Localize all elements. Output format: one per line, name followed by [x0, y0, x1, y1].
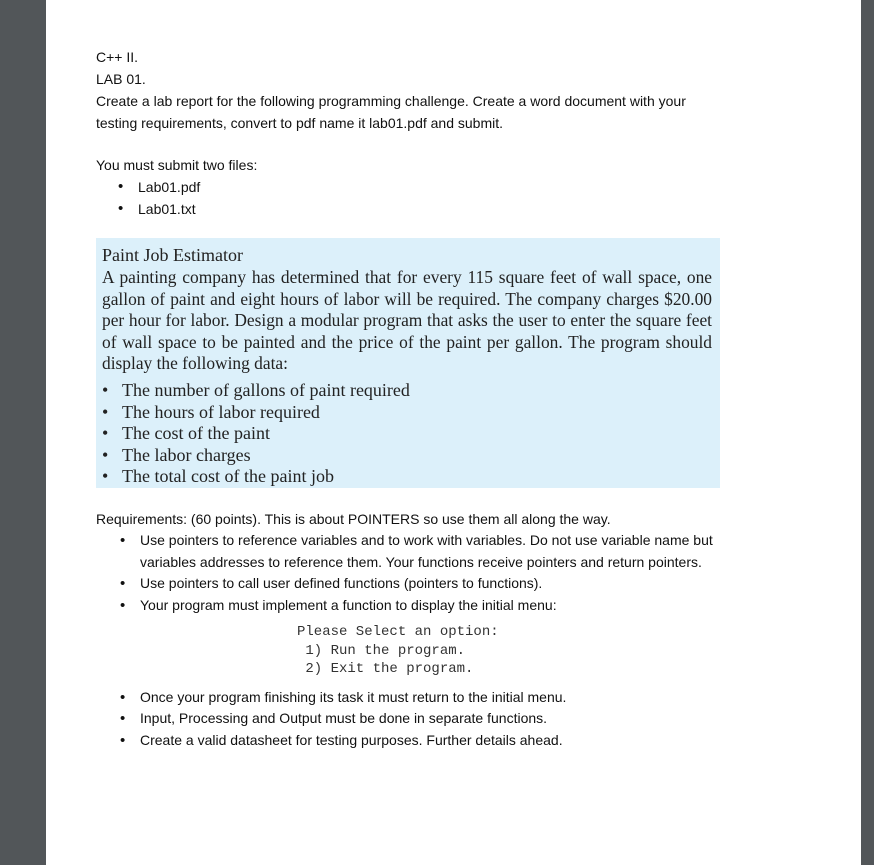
menu-code-block	[297, 623, 726, 679]
requirements-intro: Requirements: (60 points). This is about POINTERS so use them all along the way.	[96, 511, 611, 527]
submission-file-list	[96, 176, 726, 220]
output-item: • The cost of the paint	[102, 423, 702, 445]
requirement-item: • Input, Processing and Output must be done in separate functions.	[116, 708, 726, 730]
file-item: • Lab01.txt	[116, 198, 726, 220]
requirement-item: • Your program must implement a function to display the initial menu:	[116, 595, 726, 617]
requirements-section	[96, 508, 726, 751]
requirement-item: • Use pointers to reference variables and to work with variables. Do not use variable name but variables addresses to reference them. Your functions receive pointers and return pointers.	[116, 530, 726, 573]
challenge-body: A painting company has determined that for every 115 square feet of wall space, one gallon of paint and eight hours of labor will be required. The company charges $20.00 per hour for labor. Design a modular program that asks the user to enter the square feet of wall space to be painted and the price of the paint per gallon. The program should display the following data:	[102, 267, 712, 373]
requirement-item: • Create a valid datasheet for testing purposes. Further details ahead.	[116, 730, 726, 752]
course-title: C++ II.	[96, 49, 139, 65]
output-item: • The labor charges	[102, 445, 702, 467]
menu-line: 1) Run the program.	[297, 642, 466, 659]
requirement-item: • Use pointers to call user defined functions (pointers to functions).	[116, 573, 726, 595]
challenge-title: Paint Job Estimator	[102, 245, 243, 265]
submission-label: You must submit two files:	[96, 157, 258, 173]
output-item: • The number of gallons of paint required	[102, 380, 702, 402]
challenge-box	[96, 238, 720, 488]
menu-line: Please Select an option:	[297, 624, 499, 640]
document-content	[96, 46, 726, 220]
requirements-list-bottom	[96, 687, 726, 752]
intro-paragraph: Create a lab report for the following programming challenge. Create a word document with your testing requirements, convert to pdf name it lab01.pdf and submit.	[96, 93, 686, 131]
menu-line: 2) Exit the program.	[297, 661, 474, 677]
output-item: • The total cost of the paint job	[102, 466, 702, 488]
challenge-output-list	[102, 380, 702, 488]
output-item: • The hours of labor required	[102, 402, 702, 424]
requirement-item: • Once your program finishing its task it must return to the initial menu.	[116, 687, 726, 709]
lab-title: LAB 01.	[96, 71, 146, 87]
file-item: • Lab01.pdf	[116, 176, 726, 198]
requirements-list-top	[96, 530, 726, 616]
